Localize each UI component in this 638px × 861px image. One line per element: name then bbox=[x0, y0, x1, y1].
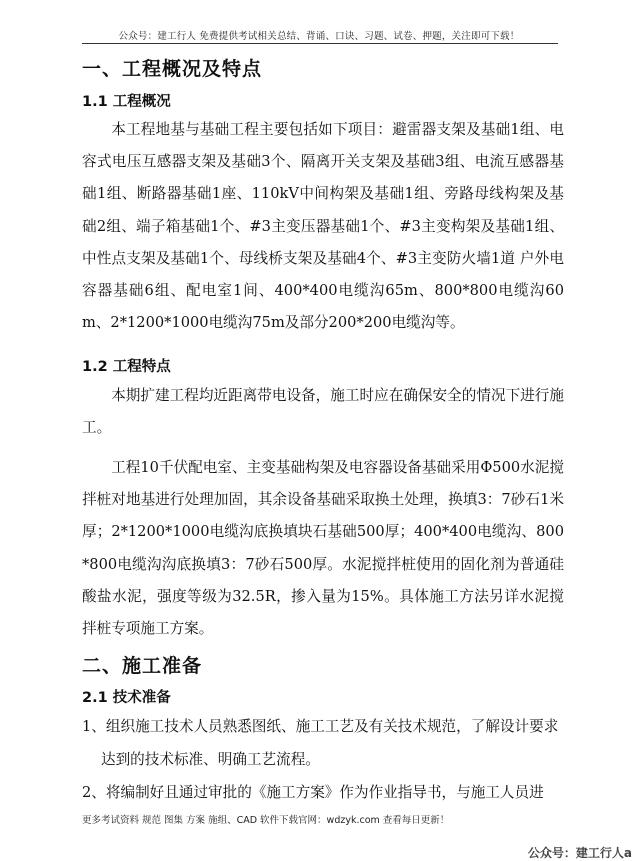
list-item: 1、组织施工技术人员熟悉图纸、施工工艺及有关技术规范，了解设计要求达到的技术标准、明确工艺流程。 bbox=[82, 718, 559, 768]
technical-preparation-list bbox=[82, 710, 564, 809]
project-overview-paragraph: 本工程地基与基础工程主要包括如下项目：避雷器支架及基础1组、电容式电压互感器支架及基础3个、隔离开关支架及基础3组、电流互感器基础1组、断路器基础1座、110kV中间构架及基础1组、旁路母线构架及基础2组、端子箱基础1个、#3主变压器基础1个、#3主变构架及基础1组、中性点支架及基础1个、母线桥支架及基础4个、#3主变防火墙1道 户外电容器基础6组、配电室1间、400*400电缆沟65m、800*800电缆沟60m、2*1200*1000电缆沟75m及部分200*200电缆沟等。 bbox=[82, 121, 564, 332]
list-item: 2、将编制好且通过审批的《施工方案》作为作业指导书，与施工人员进 bbox=[82, 784, 544, 801]
subsection-2-1-title: 2.1 技术准备 bbox=[82, 690, 171, 706]
project-features-paragraph-1: 本期扩建工程均近距离带电设备，施工时应在确保安全的情况下进行施工。 bbox=[82, 387, 564, 437]
subsection-1-1-title: 1.1 工程概况 bbox=[82, 94, 171, 110]
watermark-label: 公众号：建工行人a bbox=[527, 846, 632, 860]
page-footer-note: 更多考试资料 规范 图集 方案 施组、CAD 软件下载官网：wdzyk.com 查看每日更新！ bbox=[82, 815, 450, 826]
subsection-1-2-title: 1.2 工程特点 bbox=[82, 359, 171, 375]
project-features-paragraph-2: 工程10千伏配电室、主变基础构架及电容器设备基础采用Φ500水泥搅拌桩对地基进行处理加固，其余设备基础采取换土处理，换填3：7砂石1米厚；2*1200*1000电缆沟底换填块石基础500厚；400*400电缆沟、800*800电缆沟沟底换填3：7砂石500厚。水泥搅拌桩使用的固化剂为普通硅酸盐水泥，强度等级为32.5R，掺入量为15%。具体施工方法另详水泥搅拌桩专项施工方案。 bbox=[82, 459, 564, 638]
section-1-title: 一、工程概况及特点 bbox=[82, 58, 263, 80]
section-2-title: 二、施工准备 bbox=[82, 655, 203, 677]
header-divider bbox=[82, 43, 558, 44]
page-header-note: 公众号：建工行人 免费提供考试相关总结、背诵、口诀、习题、试卷、押题，关注即可下载！ bbox=[118, 31, 520, 42]
